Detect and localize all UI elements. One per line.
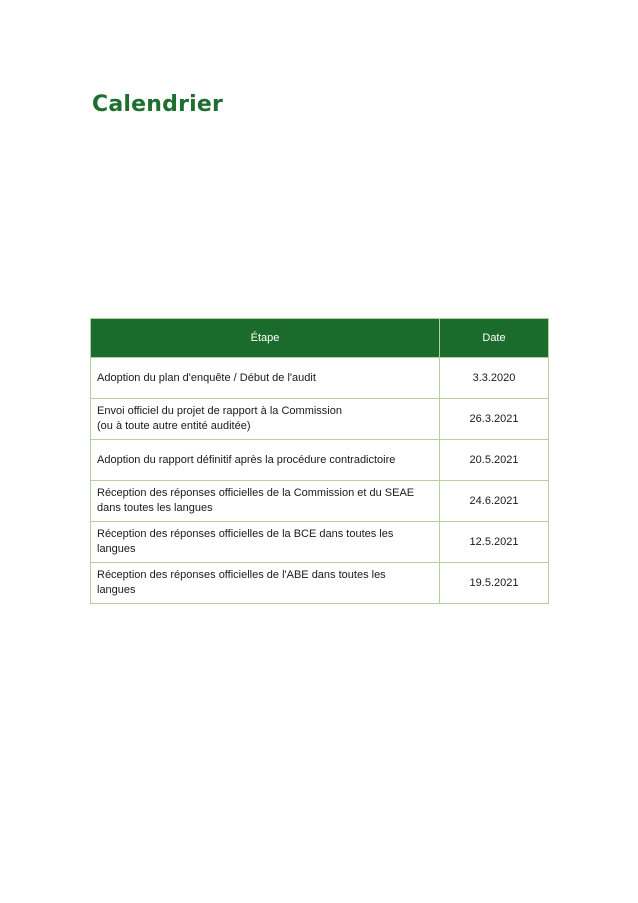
- step-cell: [91, 563, 440, 604]
- schedule-table: [90, 318, 549, 604]
- date-cell: 20.5.2021: [440, 440, 549, 481]
- step-text: Réception des réponses officielles de l'ABE dans toutes les: [97, 569, 386, 581]
- step-cell: [91, 481, 440, 522]
- step-text: Envoi officiel du projet de rapport à la Commission: [97, 405, 342, 417]
- step-text: langues: [97, 543, 136, 555]
- table-row: [91, 399, 549, 440]
- date-cell: 3.3.2020: [440, 358, 549, 399]
- column-header-step: Étape: [91, 319, 440, 358]
- step-text: Adoption du rapport définitif après la procédure contradictoire: [97, 453, 396, 466]
- step-cell: [91, 358, 440, 399]
- date-cell: 12.5.2021: [440, 522, 549, 563]
- table-row: [91, 481, 549, 522]
- step-text: Adoption du plan d'enquête / Début de l'audit: [97, 371, 316, 384]
- step-cell: [91, 399, 440, 440]
- table-row: [91, 440, 549, 481]
- date-cell: 19.5.2021: [440, 563, 549, 604]
- table-row: [91, 358, 549, 399]
- column-header-date: Date: [440, 319, 549, 358]
- step-text: langues: [97, 584, 136, 596]
- step-text: (ou à toute autre entité auditée): [97, 420, 251, 432]
- date-cell: 26.3.2021: [440, 399, 549, 440]
- step-text: Réception des réponses officielles de la BCE dans toutes les: [97, 528, 394, 540]
- step-cell: [91, 440, 440, 481]
- step-text: dans toutes les langues: [97, 502, 213, 514]
- date-cell: 24.6.2021: [440, 481, 549, 522]
- table-header-row: [91, 319, 549, 358]
- table-row: [91, 522, 549, 563]
- step-text: Réception des réponses officielles de la Commission et du SEAE: [97, 487, 415, 499]
- table-row: [91, 563, 549, 604]
- page-title: Calendrier: [92, 92, 224, 117]
- step-cell: [91, 522, 440, 563]
